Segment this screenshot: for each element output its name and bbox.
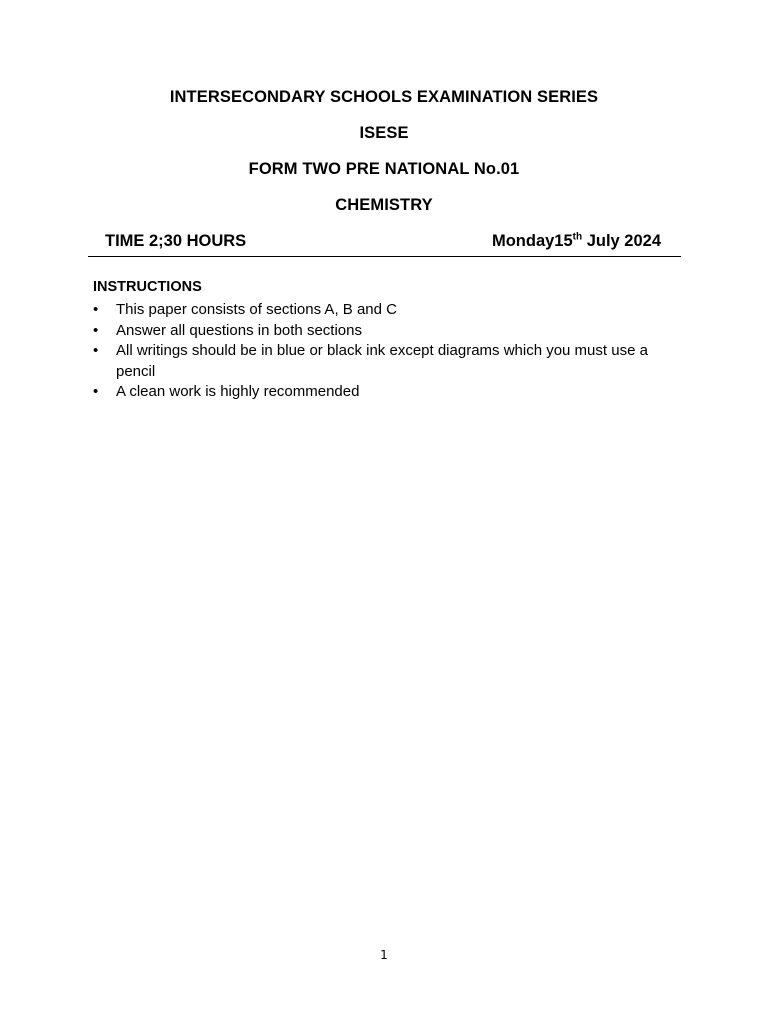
instruction-item	[93, 382, 683, 403]
bullet-icon: •	[93, 321, 99, 339]
instruction-item	[93, 300, 683, 321]
series-title: INTERSECONDARY SCHOOLS EXAMINATION SERIES	[169, 88, 599, 106]
bullet-icon: •	[93, 342, 99, 359]
exam-date-ordinal: th	[572, 231, 583, 243]
instruction-item	[93, 341, 683, 382]
subject-title: CHEMISTRY	[335, 196, 433, 214]
instruction-item	[93, 321, 683, 342]
instruction-text: This paper consists of sections A, B and C	[116, 301, 397, 318]
exam-date-prefix: Monday15	[491, 232, 573, 250]
series-abbreviation: ISESE	[359, 124, 409, 142]
instruction-text: A clean work is highly recommended	[116, 383, 360, 400]
time-date-row	[88, 232, 681, 257]
page-number: 1	[380, 948, 388, 962]
exam-date	[492, 232, 661, 251]
instruction-text: Answer all questions in both sections	[116, 321, 362, 339]
instructions-list	[93, 300, 683, 403]
exam-name: FORM TWO PRE NATIONAL No.01	[248, 160, 520, 178]
bullet-icon: •	[93, 383, 99, 400]
instructions-heading: INSTRUCTIONS	[93, 279, 202, 295]
exam-duration: TIME 2;30 HOURS	[105, 232, 247, 250]
bullet-icon: •	[93, 301, 99, 318]
instruction-text: All writings should be in blue or black ink except diagrams which you must use a pencil	[116, 342, 648, 380]
exam-date-rest: July 2024	[582, 232, 661, 250]
